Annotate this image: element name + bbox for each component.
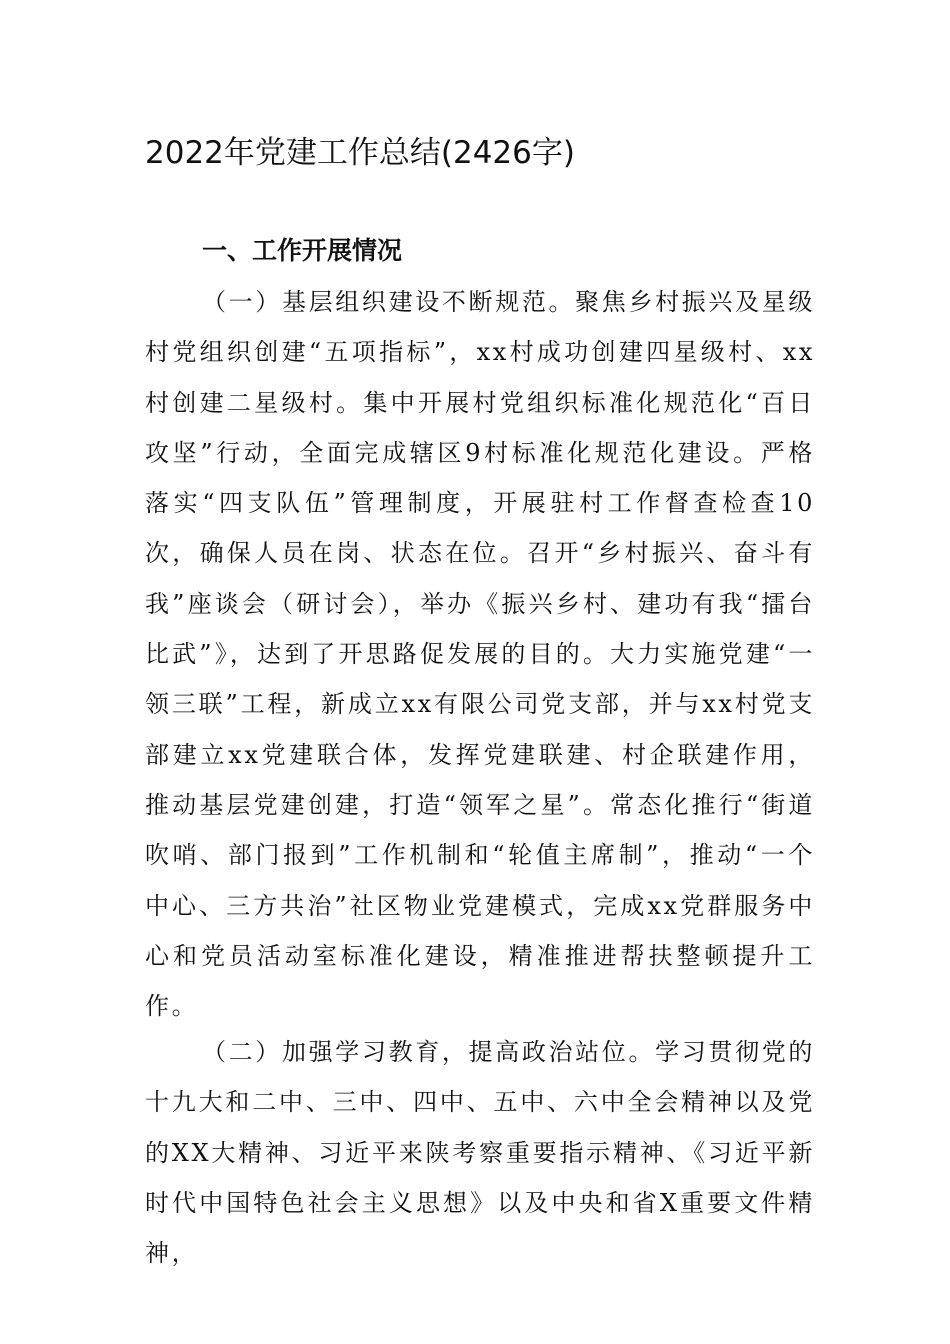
body-paragraph-2: （二）加强学习教育，提高政治站位。学习贯彻党的十九大和二中、三中、四中、五中、六中全会精神以及党的XX大精神、习近平来陕考察重要指示精神、《习近平新时代中国特色社会主义思想》以及中央和省X重要文件精神，	[145, 1038, 815, 1268]
document-title: 2022年党建工作总结(2426字)	[145, 135, 575, 171]
section-heading: 一、工作开展情况	[202, 236, 403, 265]
body-paragraph-1: （一）基层组织建设不断规范。聚焦乡村振兴及星级村党组织创建“五项指标”，xx村成功创建四星级村、xx村创建二星级村。集中开展村党组织标准化规范化“百日攻坚”行动，全面完成辖区9村标准化规范化建设。严格落实“四支队伍”管理制度，开展驻村工作督查检查10次，确保人员在岗、状态在位。召开“乡村振兴、奋斗有我”座谈会（研讨会），举办《振兴乡村、建功有我“擂台比武”》，达到了开思路促发展的目的。大力实施党建“一领三联”工程，新成立xx有限公司党支部，并与xx村党支部建立xx党建联合体，发挥党建联建、村企联建作用，推动基层党建创建，打造“领军之星”。常态化推行“街道吹哨、部门报到”工作机制和“轮值主席制”，推动“一个中心、三方共治”社区物业党建模式，完成xx党群服务中心和党员活动室标准化建设，精准推进帮扶整顿提升工作。	[145, 288, 815, 1021]
